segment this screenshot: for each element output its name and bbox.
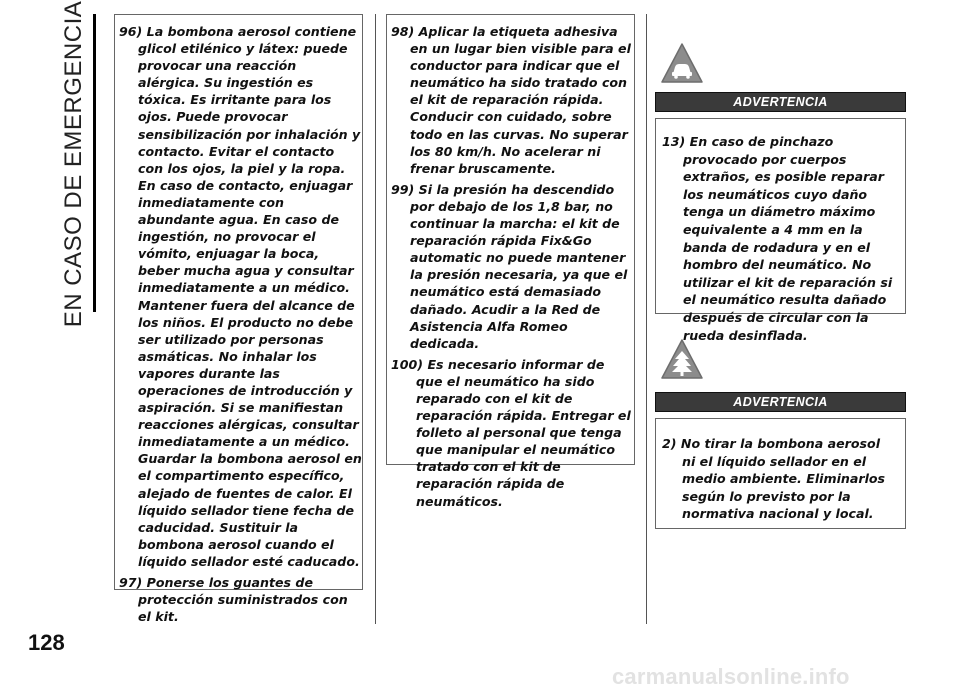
note-box-left — [114, 14, 363, 625]
note-text: Es necesario informar de que el neumático ha sido reparado con el kit de reparación rápida. Entregar el folleto al personal que tenga que manipular el neumático tratado con el kit de reparación rápida de neumáticos. — [416, 356, 631, 509]
warning-box — [655, 418, 906, 529]
environment-warning-icon — [660, 338, 704, 382]
column-divider — [375, 14, 376, 624]
note-number: 100) — [391, 356, 424, 372]
note-item-97 — [119, 574, 362, 625]
section-title-rule — [93, 14, 96, 312]
note-number: 98) — [391, 24, 415, 39]
note-item-99 — [391, 181, 634, 352]
warning-number: 13) — [662, 134, 686, 149]
warning-header: ADVERTENCIA — [655, 392, 906, 412]
warning-box — [655, 118, 906, 343]
note-text: Si la presión ha descendido por debajo de los 1,8 bar, no continuar la marcha: el kit de reparación rápida Fix&Go automatic no puede mantener la presión necesaria, ya que el neumático está demasiado dañado. Acudir a la Red de Asistencia Alfa Romeo dedicada. — [410, 181, 628, 351]
warning-item-13 — [662, 133, 897, 344]
column-divider — [646, 14, 647, 624]
watermark: carmanualsonline.info — [612, 664, 850, 689]
note-item-96 — [119, 23, 362, 570]
note-number: 96) — [119, 24, 143, 39]
warning-header: ADVERTENCIA — [655, 92, 906, 112]
note-item-98 — [391, 23, 634, 177]
note-text: La bombona aerosol contiene glicol etilénico y látex: puede provocar una reacción alérgica. Su ingestión es tóxica. Es irritante para los ojos. Puede provocar sensibilización por inhalación y contacto. Evitar el contacto con los ojos, la piel y la ropa. En caso de contacto, enjuagar inmediatamente con abundante agua. En caso de ingestión, no provocar el vómito, enjuagar la boca, beber mucha agua y consultar inmediatamente a un médico. Mantener fuera del alcance de los niños. El producto no debe ser utilizado por personas asmáticas. No inhalar los vapores durante las operaciones de introducción y aspiración. Si se manifiestan reacciones alérgicas, consultar inmediatamente a un médico. Guardar la bombona aerosol en el compartimento específico, alejado de fuentes de calor. El líquido sellador tiene fecha de caducidad. Sustituir la bombona aerosol cuando el líquido sellador esté caducado. — [138, 24, 362, 569]
note-number: 99) — [391, 181, 415, 197]
note-text: Aplicar la etiqueta adhesiva en un lugar bien visible para el conductor para indicar que el neumático ha sido tratado con el kit de reparación rápida. Conducir con cuidado, sobre todo en las curvas. No superar los 80 km/h. No acelerar ni frenar bruscamente. — [410, 24, 631, 176]
warning-text: En caso de pinchazo provocado por cuerpos extraños, es posible reparar los neumáticos cuyo daño tenga un diámetro máximo equivalente a 4 mm en la banda de rodadura y en el hombro del neumático. No utilizar el kit de reparación si el neumático resulta dañado después de circular con la rueda desinflada. — [683, 134, 893, 343]
note-number: 97) — [119, 575, 143, 590]
section-title: EN CASO DE EMERGENCIA — [60, 0, 87, 328]
warning-text: No tirar la bombona aerosol ni el líquido sellador en el medio ambiente. Eliminarlos según lo previsto por la normativa nacional y local. — [680, 436, 886, 522]
warning-number: 2) — [662, 436, 677, 451]
warning-item-2 — [662, 435, 897, 523]
note-item-100 — [391, 356, 634, 510]
note-box-middle — [386, 14, 635, 509]
note-text: Ponerse los guantes de protección suministrados con el kit. — [138, 575, 348, 625]
car-warning-icon — [660, 42, 704, 86]
page-number: 128 — [28, 630, 65, 655]
